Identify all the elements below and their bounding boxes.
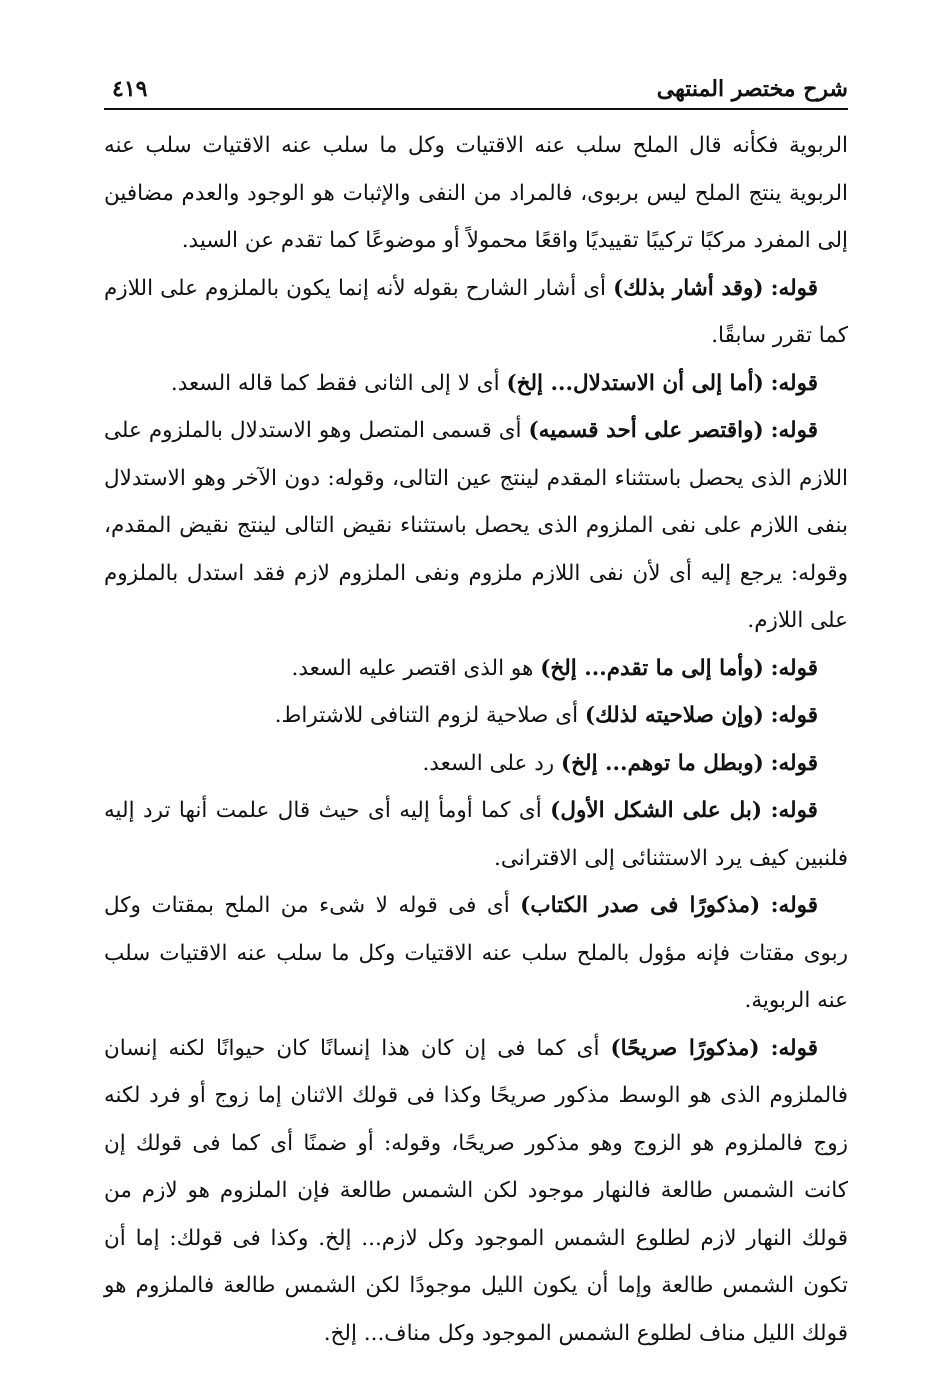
commentary-paragraph (104, 265, 848, 360)
paragraph-text: أى فى قوله لا شىء من الملح بمقتات وكل ربوى مقتات فإنه مؤول بالملح سلب عنه الاقتيات وكل ما سلب عنه الاقتيات سلب عنه الربوية. (104, 893, 848, 1013)
commentary-paragraph (104, 692, 848, 740)
paragraph-text: أى كما أومأ إليه أى حيث قال علمت أنها ترد إليه فلنبين كيف يرد الاستثنائى إلى الاقترانى. (104, 798, 848, 871)
commentary-paragraph (104, 407, 848, 645)
paragraph-lead: قوله: (770, 418, 818, 443)
paragraph-text: أى أشار الشارح بقوله لأنه إنما يكون بالملزوم على اللازم كما تقرر سابقًا. (104, 275, 848, 348)
commentary-paragraph (104, 787, 848, 882)
commentary-paragraph (104, 882, 848, 1025)
quoted-phrase: (بل على الشكل الأول) (550, 798, 763, 823)
quoted-phrase: (وبطل ما توهم... إلخ) (561, 750, 764, 776)
commentary-paragraph (104, 740, 848, 788)
paragraph-text: أى صلاحية لزوم التنافى للاشتراط. (274, 703, 579, 728)
paragraph-lead: قوله: (770, 798, 818, 823)
paragraph-text: أى قسمى المتصل وهو الاستدلال بالملزوم على اللازم الذى يحصل باستثناء المقدم لينتج عين التالى، وقوله: دون الآخر وهو الاستدلال بنفى اللازم على نفى الملزوم الذى يحصل باستثناء نقيض التالى لينتج نقيض المقدم، وقوله: يرجع إليه أى لأن نفى اللازم ملزوم ونفى الملزوم لازم فقد استدل بالملزوم على اللازم. (104, 418, 848, 633)
body-text (104, 122, 848, 1357)
quoted-phrase: (واقتصر على أحد قسميه) (528, 418, 764, 443)
paragraph-lead: قوله: (770, 703, 818, 728)
commentary-paragraph (104, 1025, 848, 1358)
quoted-phrase: (أما إلى أن الاستدلال... إلخ) (506, 370, 764, 396)
commentary-paragraph (104, 360, 848, 408)
quoted-phrase: (مذكورًا صريحًا) (610, 1035, 760, 1061)
paragraph-text: أى لا إلى الثانى فقط كما قاله السعد. (170, 370, 500, 396)
header-rule (104, 108, 848, 110)
paragraph-lead: قوله: (770, 750, 818, 776)
page-number: ٤١٩ (112, 76, 148, 102)
paragraph-lead: قوله: (770, 655, 818, 681)
paragraph-lead: قوله: (770, 370, 818, 396)
paragraph-text: هو الذى اقتصر عليه السعد. (291, 655, 534, 681)
quoted-phrase: (وأما إلى ما تقدم... إلخ) (540, 655, 764, 681)
commentary-paragraph (104, 645, 848, 693)
quoted-phrase: (وإن صلاحيته لذلك) (584, 703, 764, 728)
page-header (104, 74, 848, 108)
paragraph-text: أى كما فى إن كان هذا إنسانًا كان حيوانًا لكنه إنسان فالملزوم الذى هو الوسط مذكور صريحًا وكذا فى قولك الاثنان إما زوج أو فرد لكنه زوج فالملزوم هو الزوج وهو مذكور صريحًا، وقوله: أو ضمنًا أى كما فى قولك إن كانت الشمس طالعة فالنهار موجود لكن الشمس طالعة فإن الملزوم هو لازم من قولك النهار لازم لطلوع الشمس الموجود وكل لازم... إلخ. وكذا فى قولك: إما أن تكون الشمس طالعة وإما أن يكون الليل موجودًا لكن الشمس طالعة فالملزوم هو قولك الليل مناف لطلوع الشمس الموجود وكل مناف... إلخ. (104, 1035, 848, 1346)
quoted-phrase: (مذكورًا فى صدر الكتاب) (520, 893, 761, 918)
paragraph-continuation (104, 122, 848, 265)
paragraph-lead: قوله: (770, 893, 819, 918)
quoted-phrase: (وقد أشار بذلك) (613, 275, 764, 301)
paragraph-lead: قوله: (770, 1035, 818, 1061)
paragraph-text: الربوية فكأنه قال الملح سلب عنه الاقتيات وكل ما سلب عنه الاقتيات سلب عنه الربوية ينتج الملح ليس بربوى، فالمراد من النفى والإثبات هو الوجود والعدم مضافين إلى المفرد مركبًا تركيبًا تقييديًا واقعًا محمولاً أو موضوعًا كما تقدم عن السيد. (104, 133, 848, 253)
paragraph-text: رد على السعد. (422, 750, 555, 776)
paragraph-lead: قوله: (770, 275, 819, 301)
running-title: شرح مختصر المنتهى (656, 76, 848, 102)
